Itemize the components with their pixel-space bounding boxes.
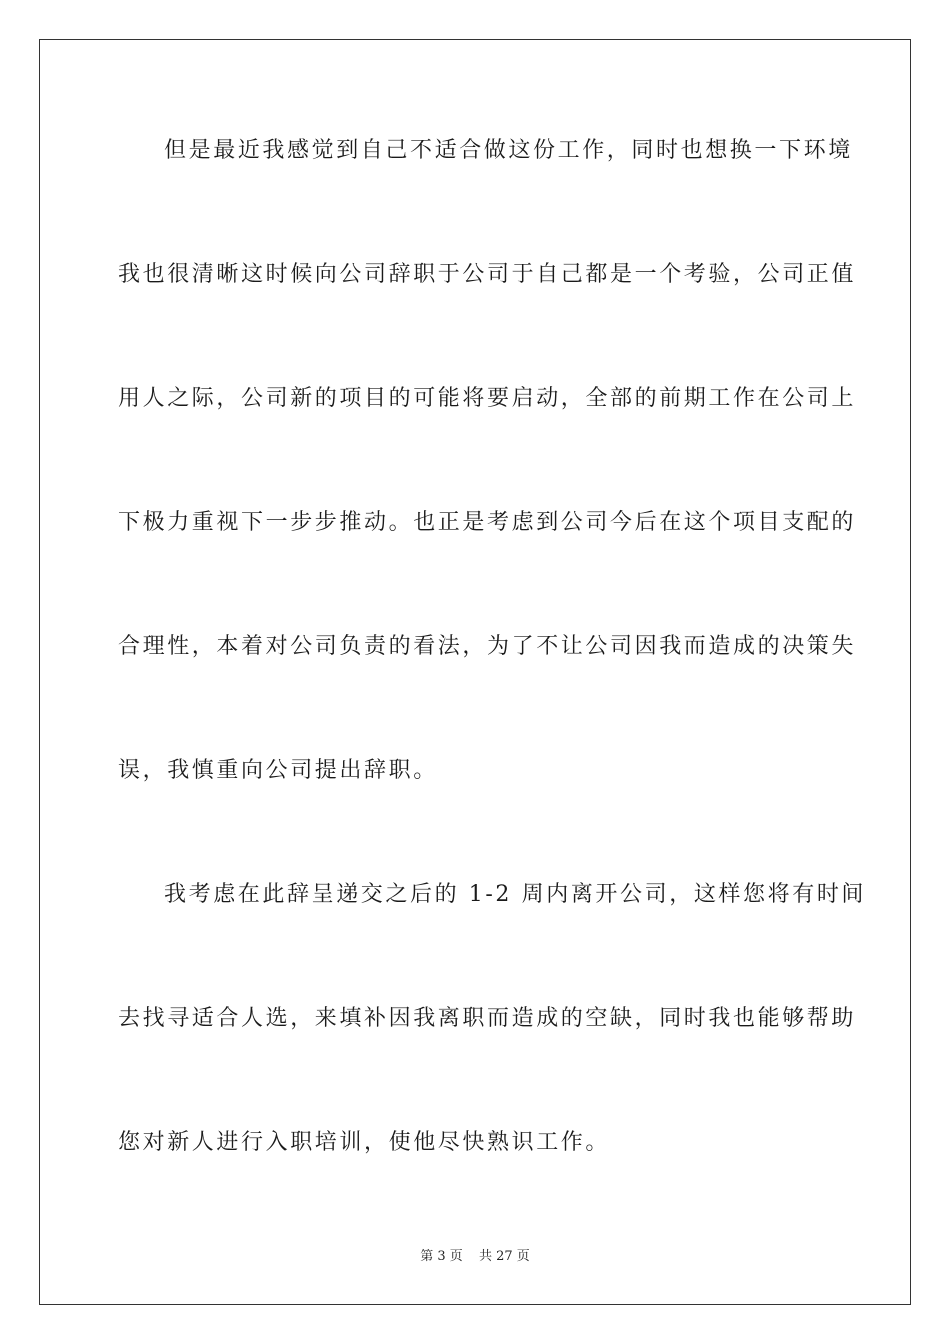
paragraph-2-line-2: 去找寻适合人选，来填补因我离职而造成的空缺，同时我也能够帮助	[118, 1006, 857, 1031]
paragraph-1-line-4: 下极力重视下一步步推动。也正是考虑到公司今后在这个项目支配的	[118, 510, 857, 535]
paragraph-2-line-3: 您对新人进行入职培训，使他尽快熟识工作。	[118, 1130, 611, 1155]
paragraph-1-line-6: 误，我慎重向公司提出辞职。	[118, 758, 438, 783]
page-total: 共 27 页	[478, 1249, 530, 1264]
paragraph-1-line-3: 用人之际，公司新的项目的可能将要启动，全部的前期工作在公司上	[118, 386, 857, 411]
paragraph-1-line-1: 但是最近我感觉到自己不适合做这份工作，同时也想换一下环境	[164, 138, 853, 163]
page-border	[39, 39, 911, 1305]
paragraph-1-line-2: 我也很清晰这时候向公司辞职于公司于自己都是一个考验，公司正值	[118, 262, 857, 287]
page-footer	[0, 1248, 950, 1266]
paragraph-2-line-1: 我考虑在此辞呈递交之后的 1-2 周内离开公司，这样您将有时间	[164, 882, 867, 907]
page-number: 第 3 页	[420, 1249, 463, 1264]
paragraph-1-line-5: 合理性，本着对公司负责的看法，为了不让公司因我而造成的决策失	[118, 634, 857, 659]
